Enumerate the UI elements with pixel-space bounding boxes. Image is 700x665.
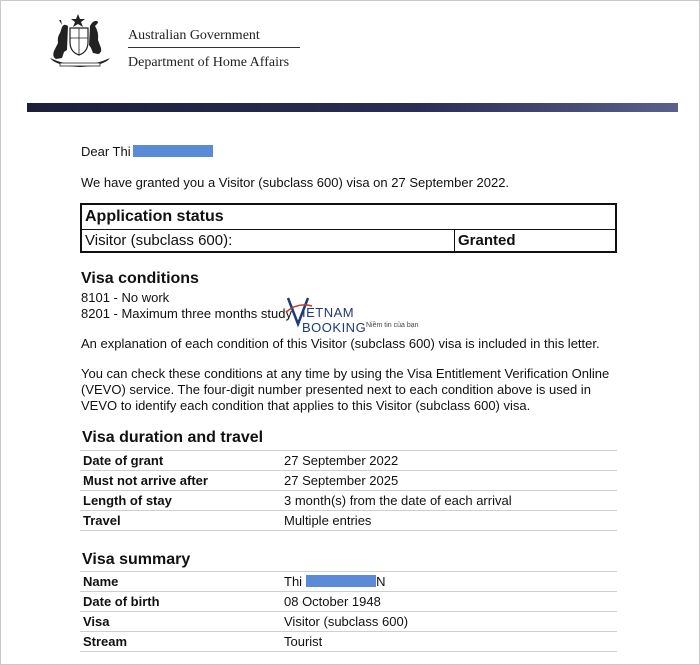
row-value: Visitor (subclass 600) [281,612,617,632]
row-value: Tourist [281,632,617,652]
watermark [284,294,419,334]
row-value: 27 September 2022 [281,451,617,471]
visa-summary-title: Visa summary [82,551,191,568]
watermark-brand: IETNAM BOOKING [302,305,367,335]
visa-conditions-title: Visa conditions [81,270,199,287]
coat-of-arms-icon [40,12,120,72]
department-name: Department of Home Affairs [128,55,290,70]
row-value: 3 month(s) from the date of each arrival [281,491,617,511]
watermark-tagline: Niềm tin của bạn [366,322,419,329]
row-label: Length of stay [80,491,281,511]
table-row [80,491,617,511]
table-row [80,451,617,471]
visa-duration-table [80,450,617,531]
salutation [81,143,213,160]
table-row [80,632,617,652]
row-value: 27 September 2025 [281,471,617,491]
conditions-explanation: An explanation of each condition of this Visitor (subclass 600) visa is included in this letter. [81,336,600,351]
row-value [281,572,617,592]
status-divider-right [454,229,617,230]
vevo-paragraph-line: (VEVO) service. The four-digit number presented next to each condition above is used in [81,382,591,397]
table-row [80,592,617,612]
row-label: Visa [80,612,281,632]
table-row [80,471,617,491]
header-banner [27,103,678,112]
status-divider [82,229,454,230]
row-value: 08 October 1948 [281,592,617,612]
row-label: Stream [80,632,281,652]
grant-intro: We have granted you a Visitor (subclass 600) visa on 27 September 2022. [81,175,510,190]
visa-duration-title: Visa duration and travel [82,429,264,446]
visa-summary-table [80,571,617,652]
row-label: Travel [80,511,281,531]
status-column-divider [454,229,455,253]
table-row [80,511,617,531]
header-divider [128,47,300,48]
row-label: Must not arrive after [80,471,281,491]
row-value: Multiple entries [281,511,617,531]
status-value: Granted [458,232,516,249]
name-value: Thi [284,574,303,589]
condition-item: 8101 - No work [81,290,170,305]
application-status-box [80,203,617,253]
row-label: Date of birth [80,592,281,612]
government-name: Australian Government [128,28,260,43]
redacted-name [306,575,376,587]
redacted-name [133,145,213,157]
table-row [80,572,617,592]
name-suffix: N [376,574,386,589]
vevo-paragraph-line: You can check these conditions at any time by using the Visa Entitlement Verification Online [81,366,610,381]
vevo-paragraph-line: VEVO to identify each condition that applies to this Visitor (subclass 600) visa. [81,398,531,413]
application-status-title: Application status [85,208,224,225]
row-label: Name [80,572,281,592]
table-row [80,612,617,632]
status-visa-type: Visitor (subclass 600): [85,232,233,249]
row-label: Date of grant [80,451,281,471]
salutation-text: Dear Thi [81,144,131,159]
condition-item: 8201 - Maximum three months study [81,306,292,321]
